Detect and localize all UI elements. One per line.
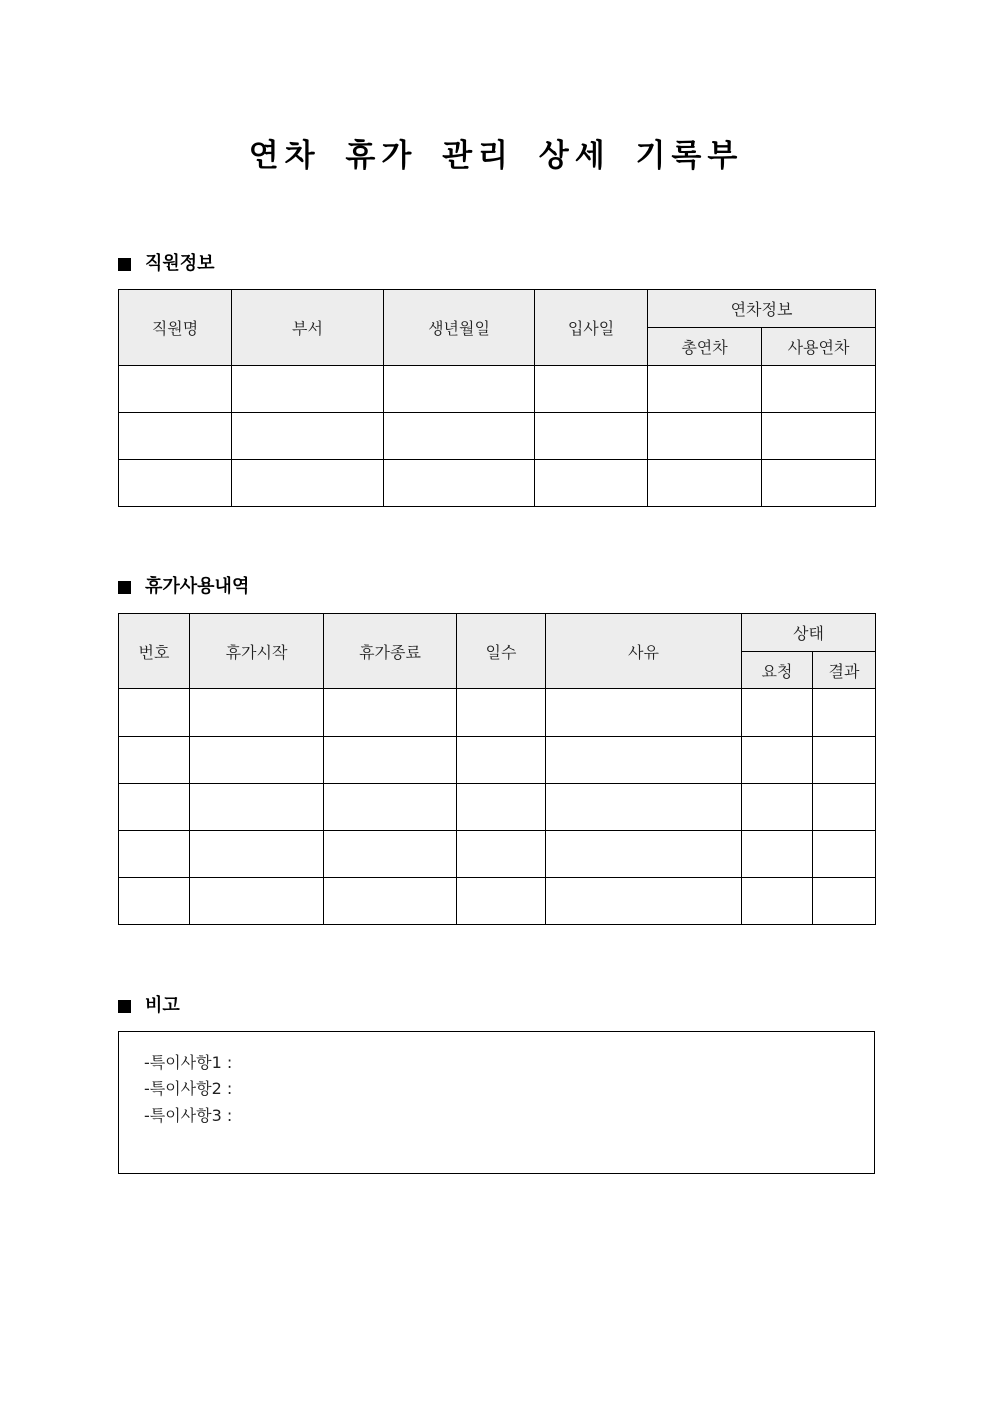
cell-used-leave[interactable] — [762, 413, 876, 460]
cell-leave-end[interactable] — [324, 831, 457, 878]
leave-section-heading — [118, 575, 249, 599]
cell-employee-name[interactable] — [119, 366, 232, 413]
remarks-box[interactable] — [118, 1031, 875, 1174]
header-join-date: 입사일 — [535, 290, 648, 366]
cell-leave-end[interactable] — [324, 737, 457, 784]
table-row — [119, 831, 876, 878]
cell-result[interactable] — [813, 737, 876, 784]
remark-line-1: -특이사항1 : — [144, 1053, 233, 1072]
header-status: 상태 — [742, 614, 876, 652]
employee-section-heading — [118, 252, 215, 276]
cell-number[interactable] — [119, 784, 190, 831]
cell-reason[interactable] — [546, 737, 742, 784]
cell-birth-date[interactable] — [384, 460, 535, 507]
header-used-leave: 사용연차 — [762, 328, 876, 366]
cell-reason[interactable] — [546, 689, 742, 737]
cell-days[interactable] — [457, 689, 546, 737]
cell-join-date[interactable] — [535, 413, 648, 460]
header-reason: 사유 — [546, 614, 742, 689]
cell-leave-start[interactable] — [190, 737, 324, 784]
cell-reason[interactable] — [546, 831, 742, 878]
cell-used-leave[interactable] — [762, 460, 876, 507]
cell-days[interactable] — [457, 784, 546, 831]
cell-employee-name[interactable] — [119, 460, 232, 507]
cell-department[interactable] — [232, 460, 384, 507]
cell-leave-end[interactable] — [324, 878, 457, 925]
cell-birth-date[interactable] — [384, 366, 535, 413]
header-leave-start: 휴가시작 — [190, 614, 324, 689]
cell-number[interactable] — [119, 737, 190, 784]
header-birth-date: 생년월일 — [384, 290, 535, 366]
square-bullet-icon — [118, 1000, 131, 1013]
cell-result[interactable] — [813, 878, 876, 925]
cell-used-leave[interactable] — [762, 366, 876, 413]
header-leave-info: 연차정보 — [648, 290, 876, 328]
header-total-leave: 총연차 — [648, 328, 762, 366]
cell-request[interactable] — [742, 784, 813, 831]
remark-line-2: -특이사항2 : — [144, 1079, 233, 1098]
leave-section-label: 휴가사용내역 — [145, 576, 250, 597]
cell-department[interactable] — [232, 413, 384, 460]
cell-leave-start[interactable] — [190, 689, 324, 737]
cell-join-date[interactable] — [535, 460, 648, 507]
cell-days[interactable] — [457, 831, 546, 878]
cell-number[interactable] — [119, 878, 190, 925]
employee-section-label: 직원정보 — [145, 253, 215, 274]
document-title: 연차 휴가 관리 상세 기록부 — [248, 138, 744, 174]
cell-total-leave[interactable] — [648, 460, 762, 507]
header-result: 결과 — [813, 652, 876, 689]
cell-result[interactable] — [813, 784, 876, 831]
remarks-section-label: 비고 — [145, 995, 180, 1016]
cell-employee-name[interactable] — [119, 413, 232, 460]
cell-number[interactable] — [119, 831, 190, 878]
cell-days[interactable] — [457, 737, 546, 784]
cell-request[interactable] — [742, 689, 813, 737]
cell-result[interactable] — [813, 689, 876, 737]
header-number: 번호 — [119, 614, 190, 689]
cell-leave-start[interactable] — [190, 878, 324, 925]
cell-request[interactable] — [742, 878, 813, 925]
table-row — [119, 737, 876, 784]
cell-birth-date[interactable] — [384, 413, 535, 460]
header-request: 요청 — [742, 652, 813, 689]
cell-leave-end[interactable] — [324, 784, 457, 831]
leave-usage-table — [118, 613, 876, 925]
cell-request[interactable] — [742, 737, 813, 784]
cell-reason[interactable] — [546, 878, 742, 925]
cell-total-leave[interactable] — [648, 413, 762, 460]
table-row — [119, 878, 876, 925]
table-row — [119, 366, 876, 413]
cell-leave-end[interactable] — [324, 689, 457, 737]
square-bullet-icon — [118, 581, 131, 594]
table-row — [119, 460, 876, 507]
square-bullet-icon — [118, 258, 131, 271]
cell-department[interactable] — [232, 366, 384, 413]
remarks-section-heading — [118, 994, 180, 1018]
table-row — [119, 689, 876, 737]
cell-reason[interactable] — [546, 784, 742, 831]
cell-leave-start[interactable] — [190, 784, 324, 831]
employee-info-table — [118, 289, 876, 507]
cell-request[interactable] — [742, 831, 813, 878]
remark-line-3: -특이사항3 : — [144, 1106, 233, 1125]
header-employee-name: 직원명 — [119, 290, 232, 366]
table-row — [119, 413, 876, 460]
table-row — [119, 784, 876, 831]
header-department: 부서 — [232, 290, 384, 366]
header-leave-end: 휴가종료 — [324, 614, 457, 689]
cell-total-leave[interactable] — [648, 366, 762, 413]
cell-leave-start[interactable] — [190, 831, 324, 878]
cell-result[interactable] — [813, 831, 876, 878]
header-days: 일수 — [457, 614, 546, 689]
cell-join-date[interactable] — [535, 366, 648, 413]
cell-days[interactable] — [457, 878, 546, 925]
cell-number[interactable] — [119, 689, 190, 737]
